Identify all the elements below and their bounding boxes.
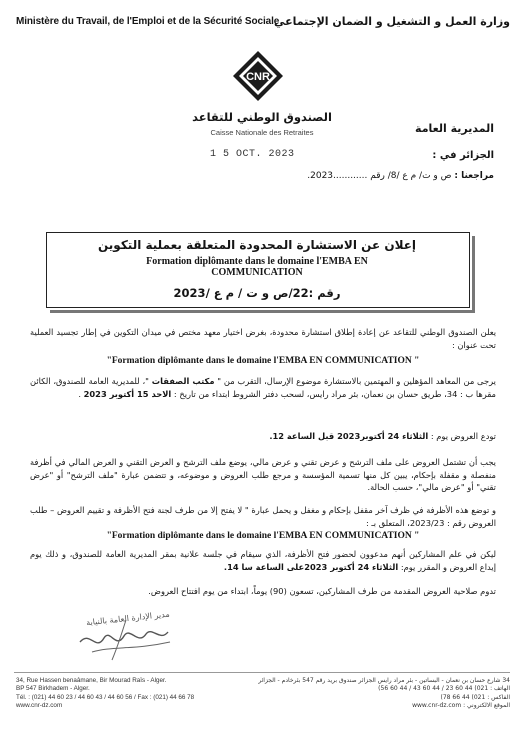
reference-value: ص و ت/ م ع /8/ رقم ............2023. [307, 171, 452, 181]
paragraph-envelope: و توضع هذه الأظرفة في ظرف آخر مقفل بإحكام و مغفل و يحمل عبارة " لا يفتح إلا من طرف لجنة فتح الأظرفة و تقييم العروض – طلب العروض رقم : 2023/23، المتعلق بـ : [30, 505, 496, 528]
deadline-label: تودع العروض يوم : [428, 431, 496, 441]
signatory-title: مدير الإدارة العامة بالنيابة [85, 609, 171, 628]
logo-name-fr: Caisse Nationale des Retraites [210, 128, 314, 137]
paragraph-deadline [30, 430, 496, 443]
footer-fr-address: 34, Rue Hassen benaâmane, Bir Mourad Raïs - Alger. [16, 677, 167, 684]
footer-ar-fax: الفاكس : 021) 44 66 78) [440, 693, 510, 701]
withdrawal-date: الاحد 15 أكتوبر 2023 [83, 388, 172, 399]
paragraph-validity: تدوم صلاحية العروض المقدمة من طرف المشاركين، تسعون (90) يوماً، ابتداء من يوم افتتاح العروض. [148, 586, 496, 596]
reference-label: مراجعنا : [454, 171, 494, 181]
footer-fr-website: www.cnr-dz.com [16, 702, 63, 710]
opening-session-date: الثلاثاء 24 أكتوبر 2023على الساعة سا 14. [223, 561, 399, 572]
handwritten-signature [72, 609, 182, 664]
logo-acronym: CNR [246, 71, 270, 83]
footer-address-fr [16, 677, 194, 711]
place-label: الجزائر في : [432, 150, 494, 161]
withdrawal-text-a: يرجى من المعاهد المؤهلين و المهتمين بالاستشارة موضوع الإرسال، التقرب من " [214, 376, 496, 386]
announcement-title-fr-line2: COMMUNICATION [211, 267, 303, 278]
cnr-logo [232, 50, 284, 102]
withdrawal-text-b: "، للمديرية العامة للصندوق، الكائن مقرها ب : 34، طريق حسان بن نعمان، بئر مراد رايس، لسحب دفتر الشروط ابتداء من تاريخ : [30, 376, 496, 399]
withdrawal-text-end: . [78, 388, 84, 399]
footer-fr-phone: Tél. : (021) 44 60 23 / 44 60 43 / 44 60 56 / Fax : (021) 44 66 78 [16, 693, 195, 701]
paragraph-intro: يعلن الصندوق الوطني للتقاعد عن إعادة إطلاق استشارة محدودة، بغرض اختيار معهد مختص في ميدان التكوين في إطار تجسيد العملية تحت عنوان : [30, 327, 496, 350]
deadline-date: الثلاثاء 24 أكتوبر2023 قبل الساعة 12. [269, 431, 429, 441]
reference-line [307, 171, 494, 181]
footer-divider [14, 672, 510, 673]
procurement-office: مكتب الصفقات [151, 376, 215, 386]
opening-session-text: ليكن في علم المشاركين أنهم مدعوون لحضور فتح الأظرفة، الذي سيقام في جلسة علانية بمقر المديرية العامة للصندوق، و ذلك يوم إيداع العروض و المقرر يوم: [30, 549, 496, 572]
quote-title-2: "Formation diplômante dans le domaine l'EMBA EN COMMUNICATION " [106, 531, 420, 541]
footer-ar-address: 34 شارع حسان بن نعمان - البساتين - بئر مراد رايس الجزائر صندوق بريد رقم 547 بئرخادم - الجزائر [258, 677, 510, 684]
paragraph-withdrawal [30, 375, 496, 400]
announcement-number: رقم :22/ص و ت / م ع /2023 [173, 286, 341, 300]
ministry-name-fr: Ministère du Travail, de l'Emploi et de la Sécurité Sociale [16, 16, 280, 27]
footer-address-ar [258, 677, 510, 711]
announcement-title-ar: إعلان عن الاستشارة المحدودة المتعلقة بعملية التكوين [98, 238, 416, 252]
ministry-name-ar: وزارة العمل و التشغيل و الضمان الإجتماعي [274, 15, 510, 28]
footer-ar-website: الموقع الالكتروني : www.cnr-dz.com [412, 702, 510, 710]
footer-ar-phone: الهاتف : 021) 44 60 23 / 44 60 43 / 44 60 56) [378, 685, 510, 693]
paragraph-opening-session [30, 548, 496, 573]
logo-name-ar: الصندوق الوطني للتقاعد [192, 110, 332, 124]
announcement-title-fr [96, 256, 418, 278]
announcement-title-fr-line1: Formation diplômante dans le domaine l'EMBA EN [146, 256, 368, 267]
quote-title-1: "Formation diplômante dans le domaine l'EMBA EN COMMUNICATION " [106, 356, 420, 366]
footer-fr-po-box: BP 547 Birkhadem - Alger. [16, 685, 90, 693]
date-stamp: 1 5 OCT. 2023 [210, 149, 295, 160]
directorate-label: المديرية العامة [415, 122, 494, 135]
paragraph-offer-contents: يجب أن تشتمل العروض على ملف الترشح و عرض تقني و عرض مالي، يوضع ملف الترشح و العرض التقني و العرض المالي في أظرفة منفصلة و مقفلة بإحكام، يبين كل منها تسمية المؤسسة و مرجع طلب العروض و موضوعه، و تتضمن عبارة "ملف الترشح" أو "عرض تقني" أو "عرض مالي"، حسب الحالة. [30, 457, 496, 492]
